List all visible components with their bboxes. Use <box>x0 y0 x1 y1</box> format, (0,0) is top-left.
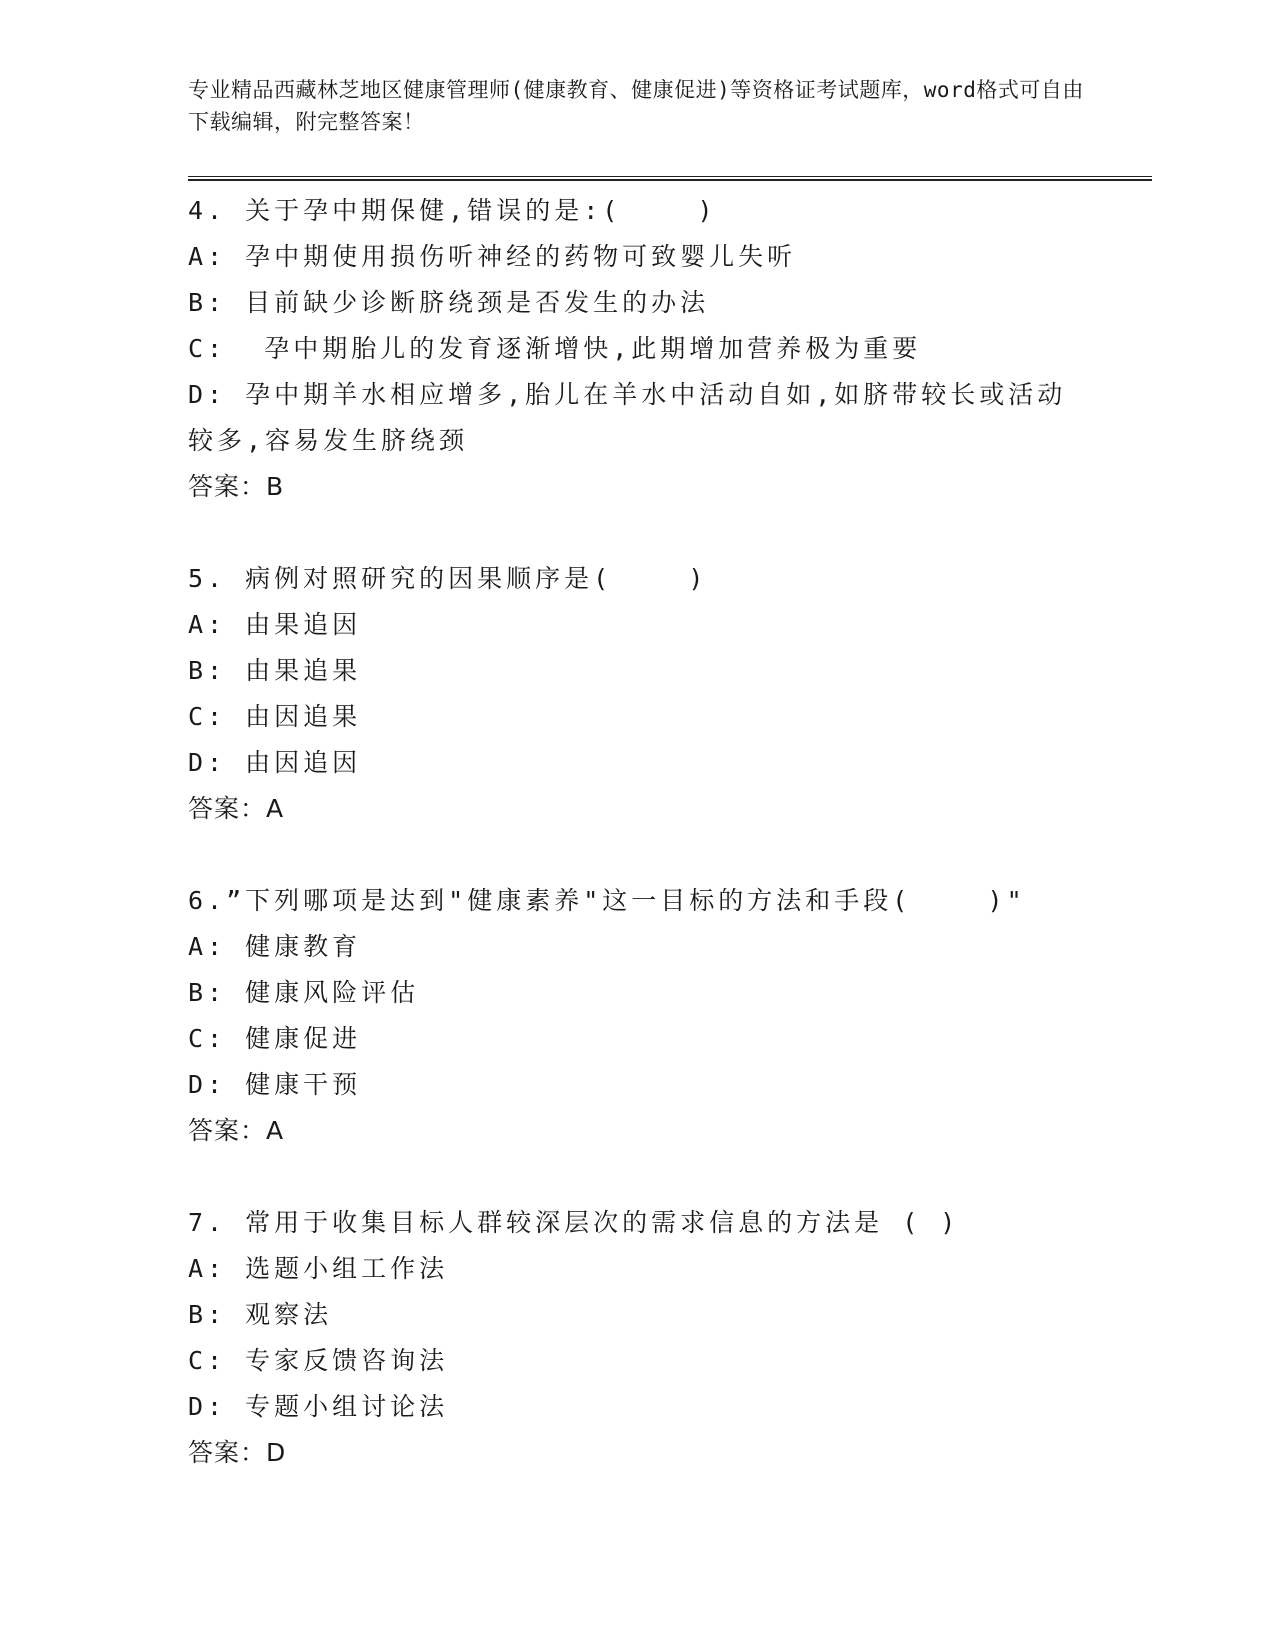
question-7 <box>188 1200 1088 1476</box>
question-stem: 4. 关于孕中期保健,错误的是:( ) <box>188 196 717 225</box>
option-b: B: 健康风险评估 <box>188 978 420 1007</box>
option-c: C: 孕中期胎儿的发育逐渐增快,此期增加营养极为重要 <box>188 334 922 363</box>
question-stem: 6.”下列哪项是达到"健康素养"这一目标的方法和手段( )" <box>188 886 1026 915</box>
answer-line: 答案：D <box>188 1438 287 1467</box>
answer-line: 答案：B <box>188 472 285 501</box>
question-stem: 5. 病例对照研究的因果顺序是( ) <box>188 564 708 593</box>
answer-line: 答案：A <box>188 1116 285 1145</box>
option-a: A: 健康教育 <box>188 932 362 961</box>
answer-line: 答案：A <box>188 794 285 823</box>
option-b: B: 由果追果 <box>188 656 362 685</box>
option-a: A: 选题小组工作法 <box>188 1254 449 1283</box>
option-b: B: 观察法 <box>188 1300 333 1329</box>
option-d: D: 由因追因 <box>188 748 362 777</box>
question-5 <box>188 556 1088 832</box>
question-list <box>188 188 1088 1522</box>
option-d: D: 孕中期羊水相应增多,胎儿在羊水中活动自如,如脐带较长或活动较多,容易发生脐绕颈 <box>188 380 1067 455</box>
option-a: A: 孕中期使用损伤听神经的药物可致婴儿失听 <box>188 242 797 271</box>
question-stem: 7. 常用于收集目标人群较深层次的需求信息的方法是 ( ) <box>188 1208 960 1237</box>
option-c: C: 健康促进 <box>188 1024 362 1053</box>
question-6 <box>188 878 1088 1154</box>
option-a: A: 由果追因 <box>188 610 362 639</box>
option-b: B: 目前缺少诊断脐绕颈是否发生的办法 <box>188 288 710 317</box>
option-d: D: 专题小组讨论法 <box>188 1392 449 1421</box>
document-header: 专业精品西藏林芝地区健康管理师(健康教育、健康促进)等资格证考试题库，word格式可自由下载编辑，附完整答案！ <box>188 78 1084 134</box>
option-c: C: 由因追果 <box>188 702 362 731</box>
option-c: C: 专家反馈咨询法 <box>188 1346 449 1375</box>
header-divider <box>188 176 1152 181</box>
option-d: D: 健康干预 <box>188 1070 362 1099</box>
question-4 <box>188 188 1088 510</box>
